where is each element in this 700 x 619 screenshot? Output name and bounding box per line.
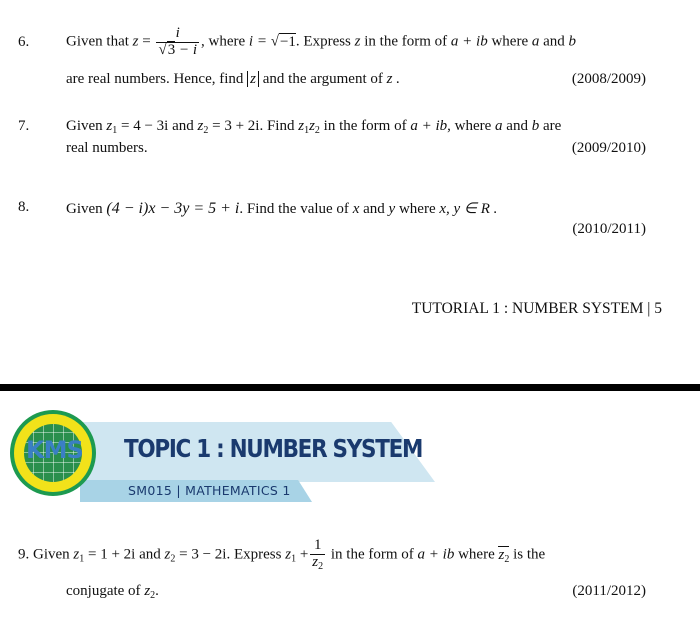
question-6-fraction: $\frac{i}{√3 - i}$ [158, 25, 197, 58]
conjugate-z2: $z_2$ [498, 546, 510, 565]
question-6-number: 6. [18, 34, 30, 50]
question-7-year: (2009/2010) [571, 140, 646, 156]
question-9-line-2: conjugate of $z_2$. [66, 583, 159, 601]
question-8-number: 8. [18, 199, 30, 215]
topic-title: TOPIC 1 : NUMBER SYSTEM [124, 434, 423, 463]
page-divider [0, 384, 700, 391]
question-9-fraction: $\frac{1}{z_2}$ [312, 537, 324, 572]
question-6-line-1: Given that z = $\frac{i}{√3 - i}$ , where i = √−1. Express z in the form of a + ib where a and b [66, 25, 577, 58]
question-7-number: 7. [18, 118, 30, 134]
question-7-line-2: real numbers. [66, 140, 148, 156]
page-footer: TUTORIAL 1 : NUMBER SYSTEM | 5 [411, 300, 662, 317]
question-6-line-2: are real numbers. Hence, find z and the argument of z . [66, 71, 400, 87]
question-6-year: (2008/2009) [571, 71, 646, 87]
modulus-z: z [247, 71, 259, 87]
question-8-line-1: Given (4 − i)x − 3y = 5 + i. Find the value of x and y where x, y ∈ R . [66, 200, 498, 217]
topic-subtitle: SM015 | MATHEMATICS 1 [128, 483, 291, 498]
question-8-year: (2010/2011) [572, 221, 646, 237]
question-9-line-1: 9. Given $z_1 = 1 + 2i$ and $z_2 = 3 - 2i$. Express $z_1$ + $\frac{1}{z_2}$ in the form of a + ib where $z_2$ is the [18, 537, 546, 572]
question-9-number: 9. [18, 546, 30, 563]
question-9-year: (2011/2012) [572, 583, 646, 599]
question-7-line-1: Given $z_1 = 4 - 3i$ and $z_2 = 3 + 2i$. Find $z_1z_2$ in the form of a + ib, where a and b are [66, 118, 562, 136]
logo-text: KMS [26, 436, 83, 464]
